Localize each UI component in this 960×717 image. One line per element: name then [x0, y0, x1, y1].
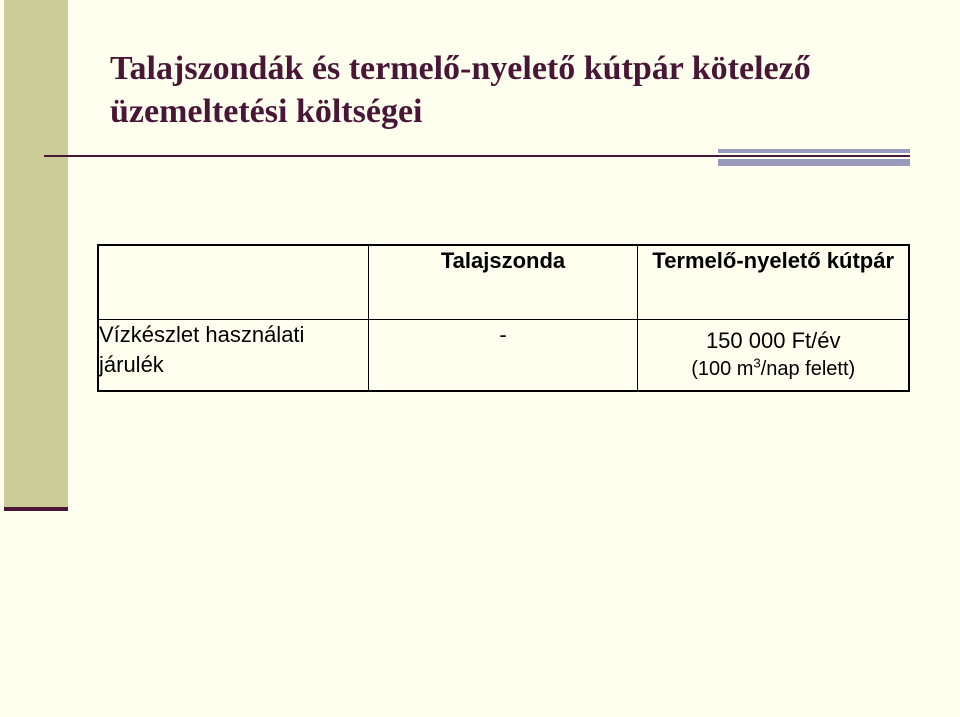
kutpar-note-superscript: 3	[753, 354, 761, 370]
title-divider-accent-top	[718, 149, 910, 153]
header-cell-kutpar: Termelő-nyelető kútpár	[638, 245, 909, 319]
row-label: Vízkészlet használati járulék	[98, 319, 368, 391]
header-cell-talajszonda: Talajszonda	[368, 245, 638, 319]
kutpar-note	[638, 356, 908, 382]
title-divider	[44, 155, 910, 157]
kutpar-value: 150 000 Ft/év	[705, 327, 841, 353]
header-cell-empty	[98, 245, 368, 319]
table-header-row	[98, 245, 909, 319]
kutpar-cell	[638, 319, 909, 391]
title-divider-accent-bottom	[718, 159, 910, 166]
kutpar-note-suffix: /nap felett)	[760, 357, 856, 380]
cost-table	[97, 244, 910, 392]
accent-side-bar-underline	[4, 507, 68, 511]
accent-side-bar	[4, 0, 68, 509]
slide-title: Talajszondák és termelő-nyelető kútpár kötelező üzemeltetési költségei	[110, 50, 811, 130]
kutpar-note-prefix: (100 m	[691, 357, 754, 380]
table-row	[98, 319, 909, 391]
talajszonda-value: -	[368, 319, 638, 391]
